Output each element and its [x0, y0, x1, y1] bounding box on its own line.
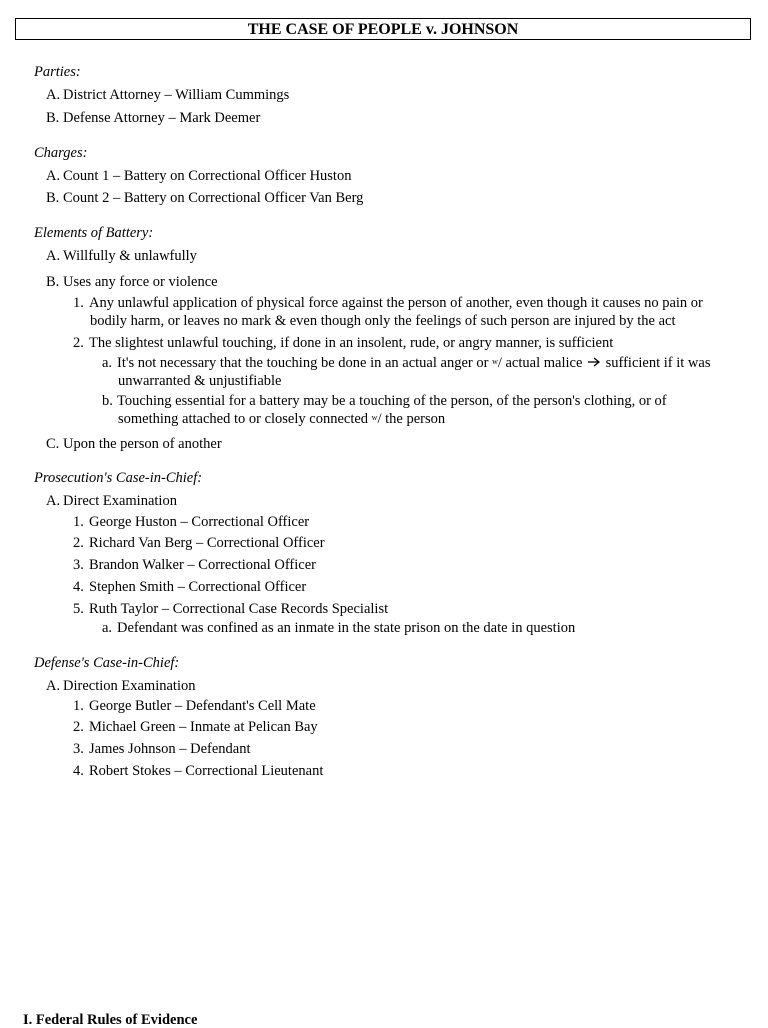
elements-item-c [46, 435, 222, 453]
list-text: Brandon Walker – Correctional Officer [89, 557, 316, 573]
list-text: / actual malice [497, 355, 583, 371]
list-text: Direct Examination [63, 493, 177, 509]
elements-b-sub-2-a [102, 354, 762, 390]
elements-heading: Elements of Battery: [34, 225, 154, 241]
superscript: w [492, 357, 498, 366]
list-text: Defense Attorney – Mark Deemer [63, 110, 261, 126]
defense-witness [73, 697, 316, 715]
charges-item-b [46, 189, 363, 207]
list-marker: 1. [73, 295, 84, 311]
list-text: Touching essential for a battery may be a touching of the person, of the person's clothing, or of [117, 393, 667, 409]
list-text: Richard Van Berg – Correctional Officer [89, 535, 325, 551]
list-marker: 3. [73, 741, 84, 757]
list-text: Uses any force or violence [63, 274, 218, 290]
list-text: George Butler – Defendant's Cell Mate [89, 698, 316, 714]
defense-witness [73, 718, 318, 736]
parties-item-a [46, 86, 289, 104]
prosecution-witness [73, 534, 325, 552]
list-marker: C. [46, 436, 60, 452]
prosecution-witness [73, 513, 309, 531]
list-text: Upon the person of another [63, 436, 222, 452]
prosecution-witness [73, 556, 316, 574]
list-marker: 4. [73, 763, 84, 779]
list-text: District Attorney – William Cummings [63, 87, 290, 103]
list-marker: A. [46, 248, 61, 264]
defense-heading: Defense's Case-in-Chief: [34, 655, 180, 671]
list-text-continued: bodily harm, or leaves no mark & even though only the feelings of such person are injured by the act [90, 313, 676, 329]
list-marker: 4. [73, 579, 84, 595]
list-text: George Huston – Correctional Officer [89, 514, 310, 530]
elements-b-sub-1 [73, 294, 743, 330]
list-text: It's not necessary that the touching be done in an actual anger or [117, 355, 493, 371]
list-text: James Johnson – Defendant [89, 741, 251, 757]
list-marker: A. [46, 493, 61, 509]
list-marker: b. [102, 393, 113, 409]
defense-witness [73, 762, 323, 780]
section-heading-federal-rules: I. Federal Rules of Evidence [23, 1012, 198, 1028]
list-marker: a. [102, 355, 113, 371]
charges-heading: Charges: [34, 145, 88, 161]
list-text: Stephen Smith – Correctional Officer [89, 579, 307, 595]
list-marker: A. [46, 678, 61, 694]
list-marker: A. [46, 168, 61, 184]
list-marker: B. [46, 110, 60, 126]
list-text-continued: / the person [377, 411, 446, 427]
list-marker: 1. [73, 698, 84, 714]
list-marker: B. [46, 274, 60, 290]
list-text: Ruth Taylor – Correctional Case Records Specialist [89, 601, 389, 617]
list-text: Direction Examination [63, 678, 196, 694]
list-marker: A. [46, 87, 61, 103]
elements-item-a [46, 247, 197, 265]
elements-item-b [46, 273, 218, 291]
list-marker: 2. [73, 335, 84, 351]
defense-witness [73, 740, 250, 758]
elements-b-sub-2-b [102, 392, 762, 428]
list-marker: 5. [73, 601, 84, 617]
prosecution-note [102, 619, 575, 637]
list-text: Willfully & unlawfully [63, 248, 197, 264]
list-text-continued: unwarranted & unjustifiable [118, 373, 282, 389]
list-text: Michael Green – Inmate at Pelican Bay [89, 719, 318, 735]
list-marker: B. [46, 190, 60, 206]
list-marker: 2. [73, 719, 84, 735]
list-text: Any unlawful application of physical force against the person of another, even though it causes no pain or [89, 295, 703, 311]
list-text: sufficient if it was [602, 355, 711, 371]
document-title: THE CASE OF PEOPLE v. JOHNSON [15, 18, 751, 40]
list-text: Count 1 – Battery on Correctional Officer Huston [63, 168, 352, 184]
prosecution-witness [73, 578, 306, 596]
list-marker: 3. [73, 557, 84, 573]
list-text: Defendant was confined as an inmate in the state prison on the date in question [117, 620, 576, 636]
list-marker: 2. [73, 535, 84, 551]
list-text: Robert Stokes – Correctional Lieutenant [89, 763, 324, 779]
elements-b-sub-2 [73, 334, 613, 352]
list-marker: a. [102, 620, 113, 636]
parties-item-b [46, 109, 260, 127]
prosecution-item-a [46, 492, 177, 510]
charges-item-a [46, 167, 351, 185]
parties-heading: Parties: [34, 64, 81, 80]
prosecution-heading: Prosecution's Case-in-Chief: [34, 470, 203, 486]
list-marker: 1. [73, 514, 84, 530]
prosecution-witness [73, 600, 388, 618]
list-text: Count 2 – Battery on Correctional Officer Van Berg [63, 190, 364, 206]
list-text: The slightest unlawful touching, if done in an insolent, rude, or angry manner, is sufficient [89, 335, 614, 351]
right-arrow-icon [588, 354, 600, 372]
list-text-continued: something attached to or closely connected [118, 411, 372, 427]
superscript: w [371, 413, 378, 422]
defense-item-a [46, 677, 195, 695]
